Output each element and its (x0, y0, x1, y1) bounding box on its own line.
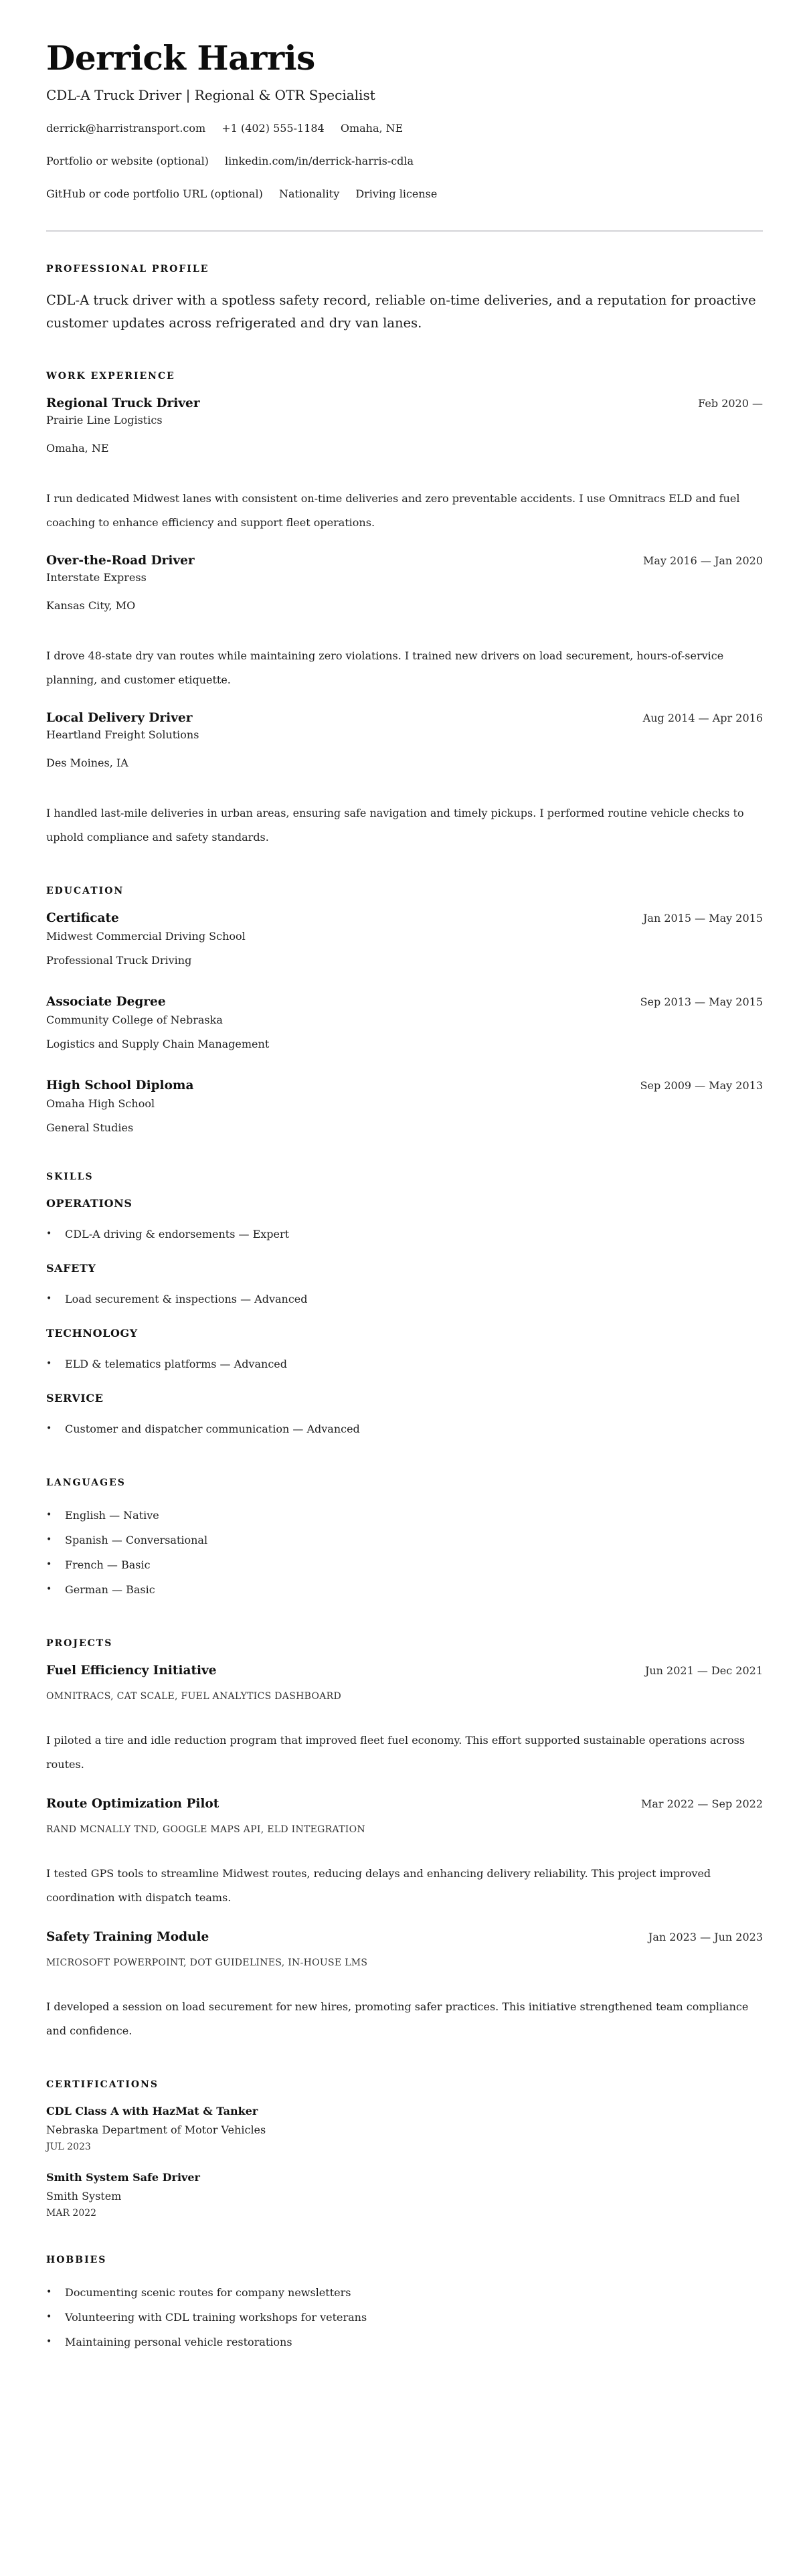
skill-category-name: OPERATIONS (46, 1196, 132, 1210)
skill-item: • ELD & telematics platforms — Advanced (46, 1352, 763, 1376)
job-title: Local Delivery Driver (46, 710, 193, 725)
header-divider (46, 230, 763, 232)
contact-nationality: Nationality (278, 187, 340, 200)
job-dates: Feb 2020 — (698, 396, 763, 410)
field-of-study: Professional Truck Driving (46, 953, 192, 967)
work-entry-head (46, 554, 763, 568)
project-tools: MICROSOFT POWERPOINT, DOT GUIDELINES, IN-HOUSE LMS (46, 1957, 368, 1968)
job-description: I handled last-mile deliveries in urban areas, ensuring safe navigation and timely pickups. I performed routine vehicle checks to uphold compliance and safety standards. (46, 806, 744, 843)
project-entry (46, 1664, 763, 1777)
skill-item: • Customer and dispatcher communication — Advanced (46, 1417, 763, 1441)
certification-date: JUL 2023 (46, 2141, 91, 2152)
skill-list (46, 1352, 763, 1376)
hobby-list (46, 2280, 763, 2354)
job-title: Regional Truck Driver (46, 396, 200, 410)
skill-list (46, 1417, 763, 1441)
skill-list (46, 1222, 763, 1246)
education-dates: Jan 2015 — May 2015 (643, 911, 763, 924)
school-name: Midwest Commercial Driving School (46, 929, 246, 943)
candidate-name: Derrick Harris (46, 38, 315, 78)
candidate-headline: CDL-A Truck Driver | Regional & OTR Specialist (46, 86, 375, 103)
contact-driving-license: Driving license (355, 187, 438, 200)
education-entry (46, 911, 763, 968)
contact-github[interactable]: GitHub or code portfolio URL (optional) (46, 187, 263, 200)
project-entry (46, 1797, 763, 1910)
job-description: I run dedicated Midwest lanes with consistent on-time deliveries and zero preventable accidents. I use Omnitracs ELD and fuel coaching to enhance efficiency and support fleet operations. (46, 491, 740, 529)
job-dates: Aug 2014 — Apr 2016 (642, 711, 763, 724)
contact-row-links (46, 155, 763, 168)
job-location: Kansas City, MO (46, 598, 136, 612)
skill-category (46, 1327, 763, 1376)
education-entry (46, 1078, 763, 1135)
school-name: Omaha High School (46, 1097, 155, 1110)
resume-header (46, 39, 763, 201)
contact-portfolio[interactable]: Portfolio or website (optional) (46, 154, 209, 167)
job-company: Interstate Express (46, 570, 147, 584)
degree-title: High School Diploma (46, 1078, 194, 1093)
education-entry-head (46, 995, 763, 1009)
section-work-experience (46, 371, 763, 850)
section-profile (46, 264, 763, 335)
contact-row-extra (46, 187, 763, 201)
education-dates: Sep 2013 — May 2015 (640, 995, 763, 1008)
skill-list (46, 1287, 763, 1311)
field-of-study: General Studies (46, 1121, 134, 1134)
language-item: • Spanish — Conversational (46, 1528, 763, 1552)
job-company: Prairie Line Logistics (46, 413, 163, 426)
project-title: Route Optimization Pilot (46, 1796, 219, 1811)
skill-item: • Load securement & inspections — Advanced (46, 1287, 763, 1311)
work-entry-head (46, 396, 763, 410)
certification-title: CDL Class A with HazMat & Tanker (46, 2104, 258, 2117)
section-label-languages: LANGUAGES (46, 1477, 126, 1488)
project-description: I tested GPS tools to streamline Midwest routes, reducing delays and enhancing delivery reliability. This project improved coordination with dispatch teams. (46, 1866, 711, 1904)
hobby-item: • Maintaining personal vehicle restorations (46, 2330, 763, 2354)
project-entry-head (46, 1930, 763, 1944)
section-label-certifications: CERTIFICATIONS (46, 2079, 159, 2090)
language-item: • German — Basic (46, 1577, 763, 1602)
project-tools: RAND MCNALLY TND, GOOGLE MAPS API, ELD INTEGRATION (46, 1824, 365, 1835)
project-entry (46, 1930, 763, 2043)
skill-category (46, 1197, 763, 1246)
education-dates: Sep 2009 — May 2013 (640, 1078, 763, 1092)
section-skills (46, 1172, 763, 1441)
education-entry-head (46, 1078, 763, 1093)
hobby-item: • Documenting scenic routes for company newsletters (46, 2280, 763, 2305)
contact-location: Omaha, NE (340, 121, 404, 135)
skill-category (46, 1392, 763, 1441)
degree-title: Certificate (46, 910, 119, 925)
certification-issuer: Smith System (46, 2189, 122, 2202)
contact-phone[interactable]: +1 (402) 555-1184 (221, 121, 325, 135)
skill-category-name: SAFETY (46, 1261, 96, 1275)
job-location: Omaha, NE (46, 441, 109, 455)
section-label-profile: PROFESSIONAL PROFILE (46, 263, 209, 274)
job-title: Over-the-Road Driver (46, 553, 195, 568)
project-entry-head (46, 1664, 763, 1678)
certification-title: Smith System Safe Driver (46, 2170, 200, 2184)
job-location: Des Moines, IA (46, 756, 128, 769)
project-dates: Mar 2022 — Sep 2022 (640, 1797, 763, 1810)
hobby-item: • Volunteering with CDL training workshops for veterans (46, 2305, 763, 2330)
project-description: I piloted a tire and idle reduction program that improved fleet fuel economy. This effort supported sustainable operations across routes. (46, 1733, 745, 1771)
certification-entry (46, 2105, 763, 2152)
project-entry-head (46, 1797, 763, 1811)
section-hobbies (46, 2255, 763, 2354)
section-languages (46, 1477, 763, 1602)
certification-entry (46, 2171, 763, 2219)
section-label-work: WORK EXPERIENCE (46, 370, 175, 382)
work-entry-head (46, 711, 763, 725)
contact-row-primary (46, 122, 763, 135)
skill-category (46, 1262, 763, 1311)
section-label-projects: PROJECTS (46, 1637, 113, 1649)
language-item: • French — Basic (46, 1552, 763, 1577)
section-certifications (46, 2079, 763, 2219)
work-entry (46, 554, 763, 692)
project-title: Fuel Efficiency Initiative (46, 1663, 217, 1678)
project-dates: Jun 2021 — Dec 2021 (644, 1664, 763, 1677)
project-dates: Jan 2023 — Jun 2023 (648, 1930, 763, 1943)
skill-item: • CDL-A driving & endorsements — Expert (46, 1222, 763, 1246)
certification-issuer: Nebraska Department of Motor Vehicles (46, 2123, 266, 2136)
field-of-study: Logistics and Supply Chain Management (46, 1037, 270, 1050)
skill-category-name: SERVICE (46, 1391, 104, 1404)
section-label-hobbies: HOBBIES (46, 2254, 107, 2265)
project-title: Safety Training Module (46, 1929, 209, 1944)
section-projects (46, 1638, 763, 2043)
project-description: I developed a session on load securement for new hires, promoting safer practices. This initiative strengthened team compliance and confidence. (46, 2000, 749, 2037)
project-tools: OMNITRACS, CAT SCALE, FUEL ANALYTICS DASHBOARD (46, 1690, 342, 1702)
job-dates: May 2016 — Jan 2020 (643, 554, 763, 567)
school-name: Community College of Nebraska (46, 1013, 223, 1026)
skill-category-name: TECHNOLOGY (46, 1326, 138, 1340)
education-entry-head (46, 911, 763, 925)
profile-summary: CDL-A truck driver with a spotless safety record, reliable on-time deliveries, and a reputation for proactive customer updates across refrigerated and dry van lanes. (46, 292, 756, 331)
contact-linkedin[interactable]: linkedin.com/in/derrick-harris-cdla (225, 154, 414, 167)
language-item: • English — Native (46, 1503, 763, 1528)
degree-title: Associate Degree (46, 994, 166, 1009)
section-education (46, 886, 763, 1135)
section-label-education: EDUCATION (46, 885, 124, 896)
job-company: Heartland Freight Solutions (46, 728, 199, 741)
work-entry (46, 711, 763, 850)
education-entry (46, 995, 763, 1052)
certification-date: MAR 2022 (46, 2207, 97, 2219)
job-description: I drove 48-state dry van routes while maintaining zero violations. I trained new drivers on load securement, hours-of-service planning, and customer etiquette. (46, 649, 724, 686)
language-list (46, 1503, 763, 1602)
section-label-skills: SKILLS (46, 1171, 94, 1182)
work-entry (46, 396, 763, 535)
contact-email[interactable]: derrick@harristransport.com (46, 121, 206, 135)
